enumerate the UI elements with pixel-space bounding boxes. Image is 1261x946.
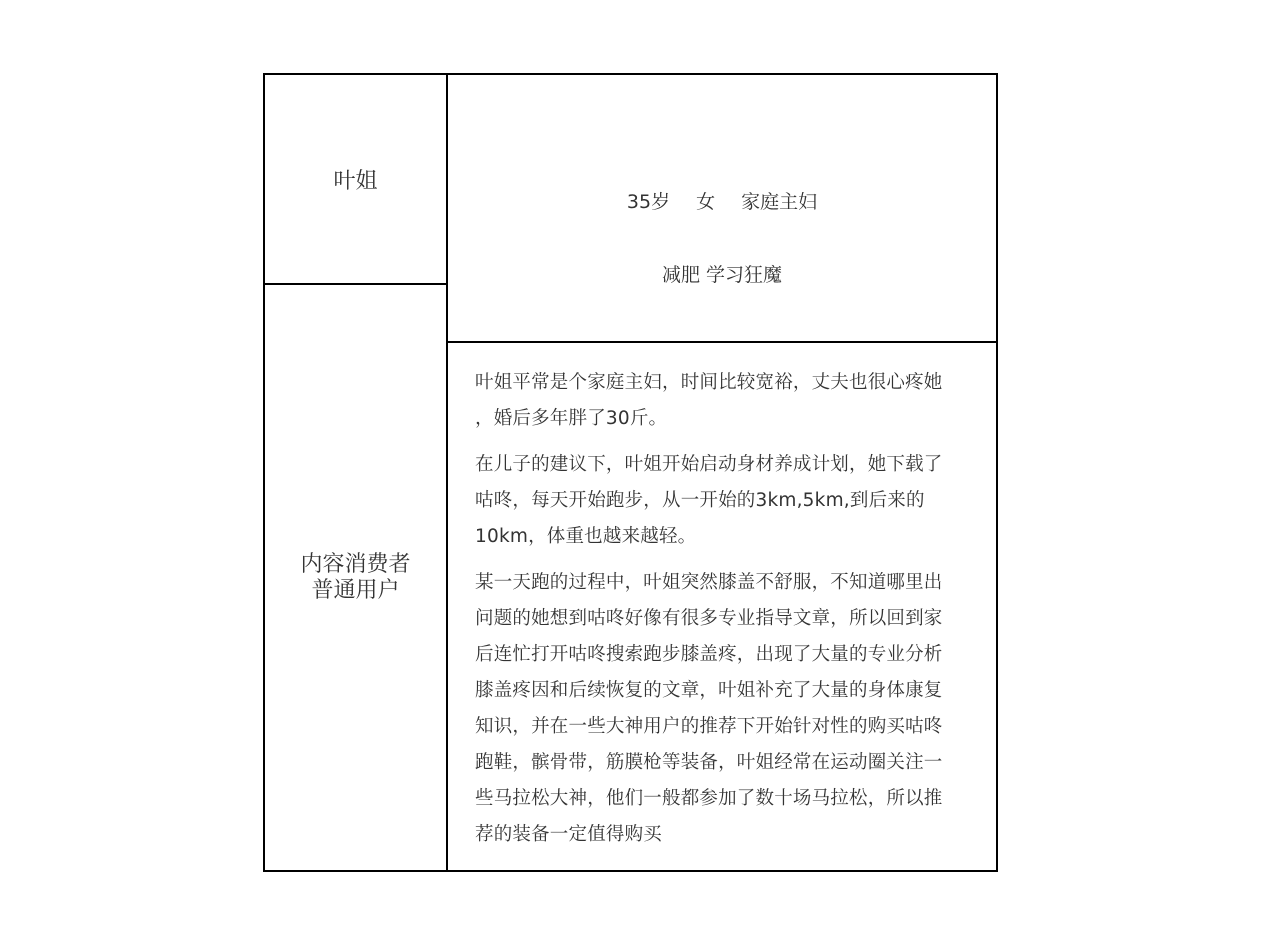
persona-tags: 减肥 学习狂魔 [661, 264, 783, 286]
story-line: 后连忙打开咕咚搜索跑步膝盖疼，出现了大量的专业分析 [475, 644, 943, 665]
persona-role-line-1: 内容消费者 [300, 551, 411, 577]
persona-profile-cell [448, 75, 996, 341]
persona-attributes [448, 187, 996, 214]
story-line: 咕咚，每天开始跑步，从一开始的3km,5km,到后来的 [475, 490, 925, 511]
story-line: 在儿子的建议下，叶姐开始启动身材养成计划，她下载了 [475, 454, 943, 475]
persona-name-cell [265, 75, 446, 283]
persona-role-line-2: 普通用户 [311, 577, 400, 603]
persona-story-cell [475, 365, 990, 863]
occupation: 家庭主妇 [741, 191, 818, 213]
story-paragraph-2 [475, 447, 990, 555]
story-line: 某一天跑的过程中，叶姐突然膝盖不舒服，不知道哪里出 [475, 572, 943, 593]
right-row-divider [446, 341, 998, 343]
story-line: 10km，体重也越来越轻。 [475, 526, 697, 547]
story-paragraph-1 [475, 365, 990, 437]
story-line: 跑鞋，髌骨带，筋膜枪等装备，叶姐经常在运动圈关注一 [475, 752, 943, 773]
gender: 女 [696, 191, 716, 213]
story-line: 膝盖疼因和后续恢复的文章，叶姐补充了大量的身体康复 [475, 680, 943, 701]
persona-name: 叶姐 [333, 168, 378, 194]
story-line: 叶姐平常是个家庭主妇，时间比较宽裕，丈夫也很心疼她 [475, 372, 943, 393]
story-line: 些马拉松大神，他们一般都参加了数十场马拉松，所以推 [475, 788, 943, 809]
persona-role-cell [265, 285, 446, 870]
story-paragraph-3 [475, 565, 990, 853]
age: 35岁 [626, 191, 671, 213]
story-line: ，婚后多年胖了30斤。 [475, 408, 668, 429]
story-line: 知识，并在一些大神用户的推荐下开始针对性的购买咕咚 [475, 716, 943, 737]
story-line: 问题的她想到咕咚好像有很多专业指导文章，所以回到家 [475, 608, 943, 629]
story-line: 荐的装备一定值得购买 [475, 824, 663, 845]
